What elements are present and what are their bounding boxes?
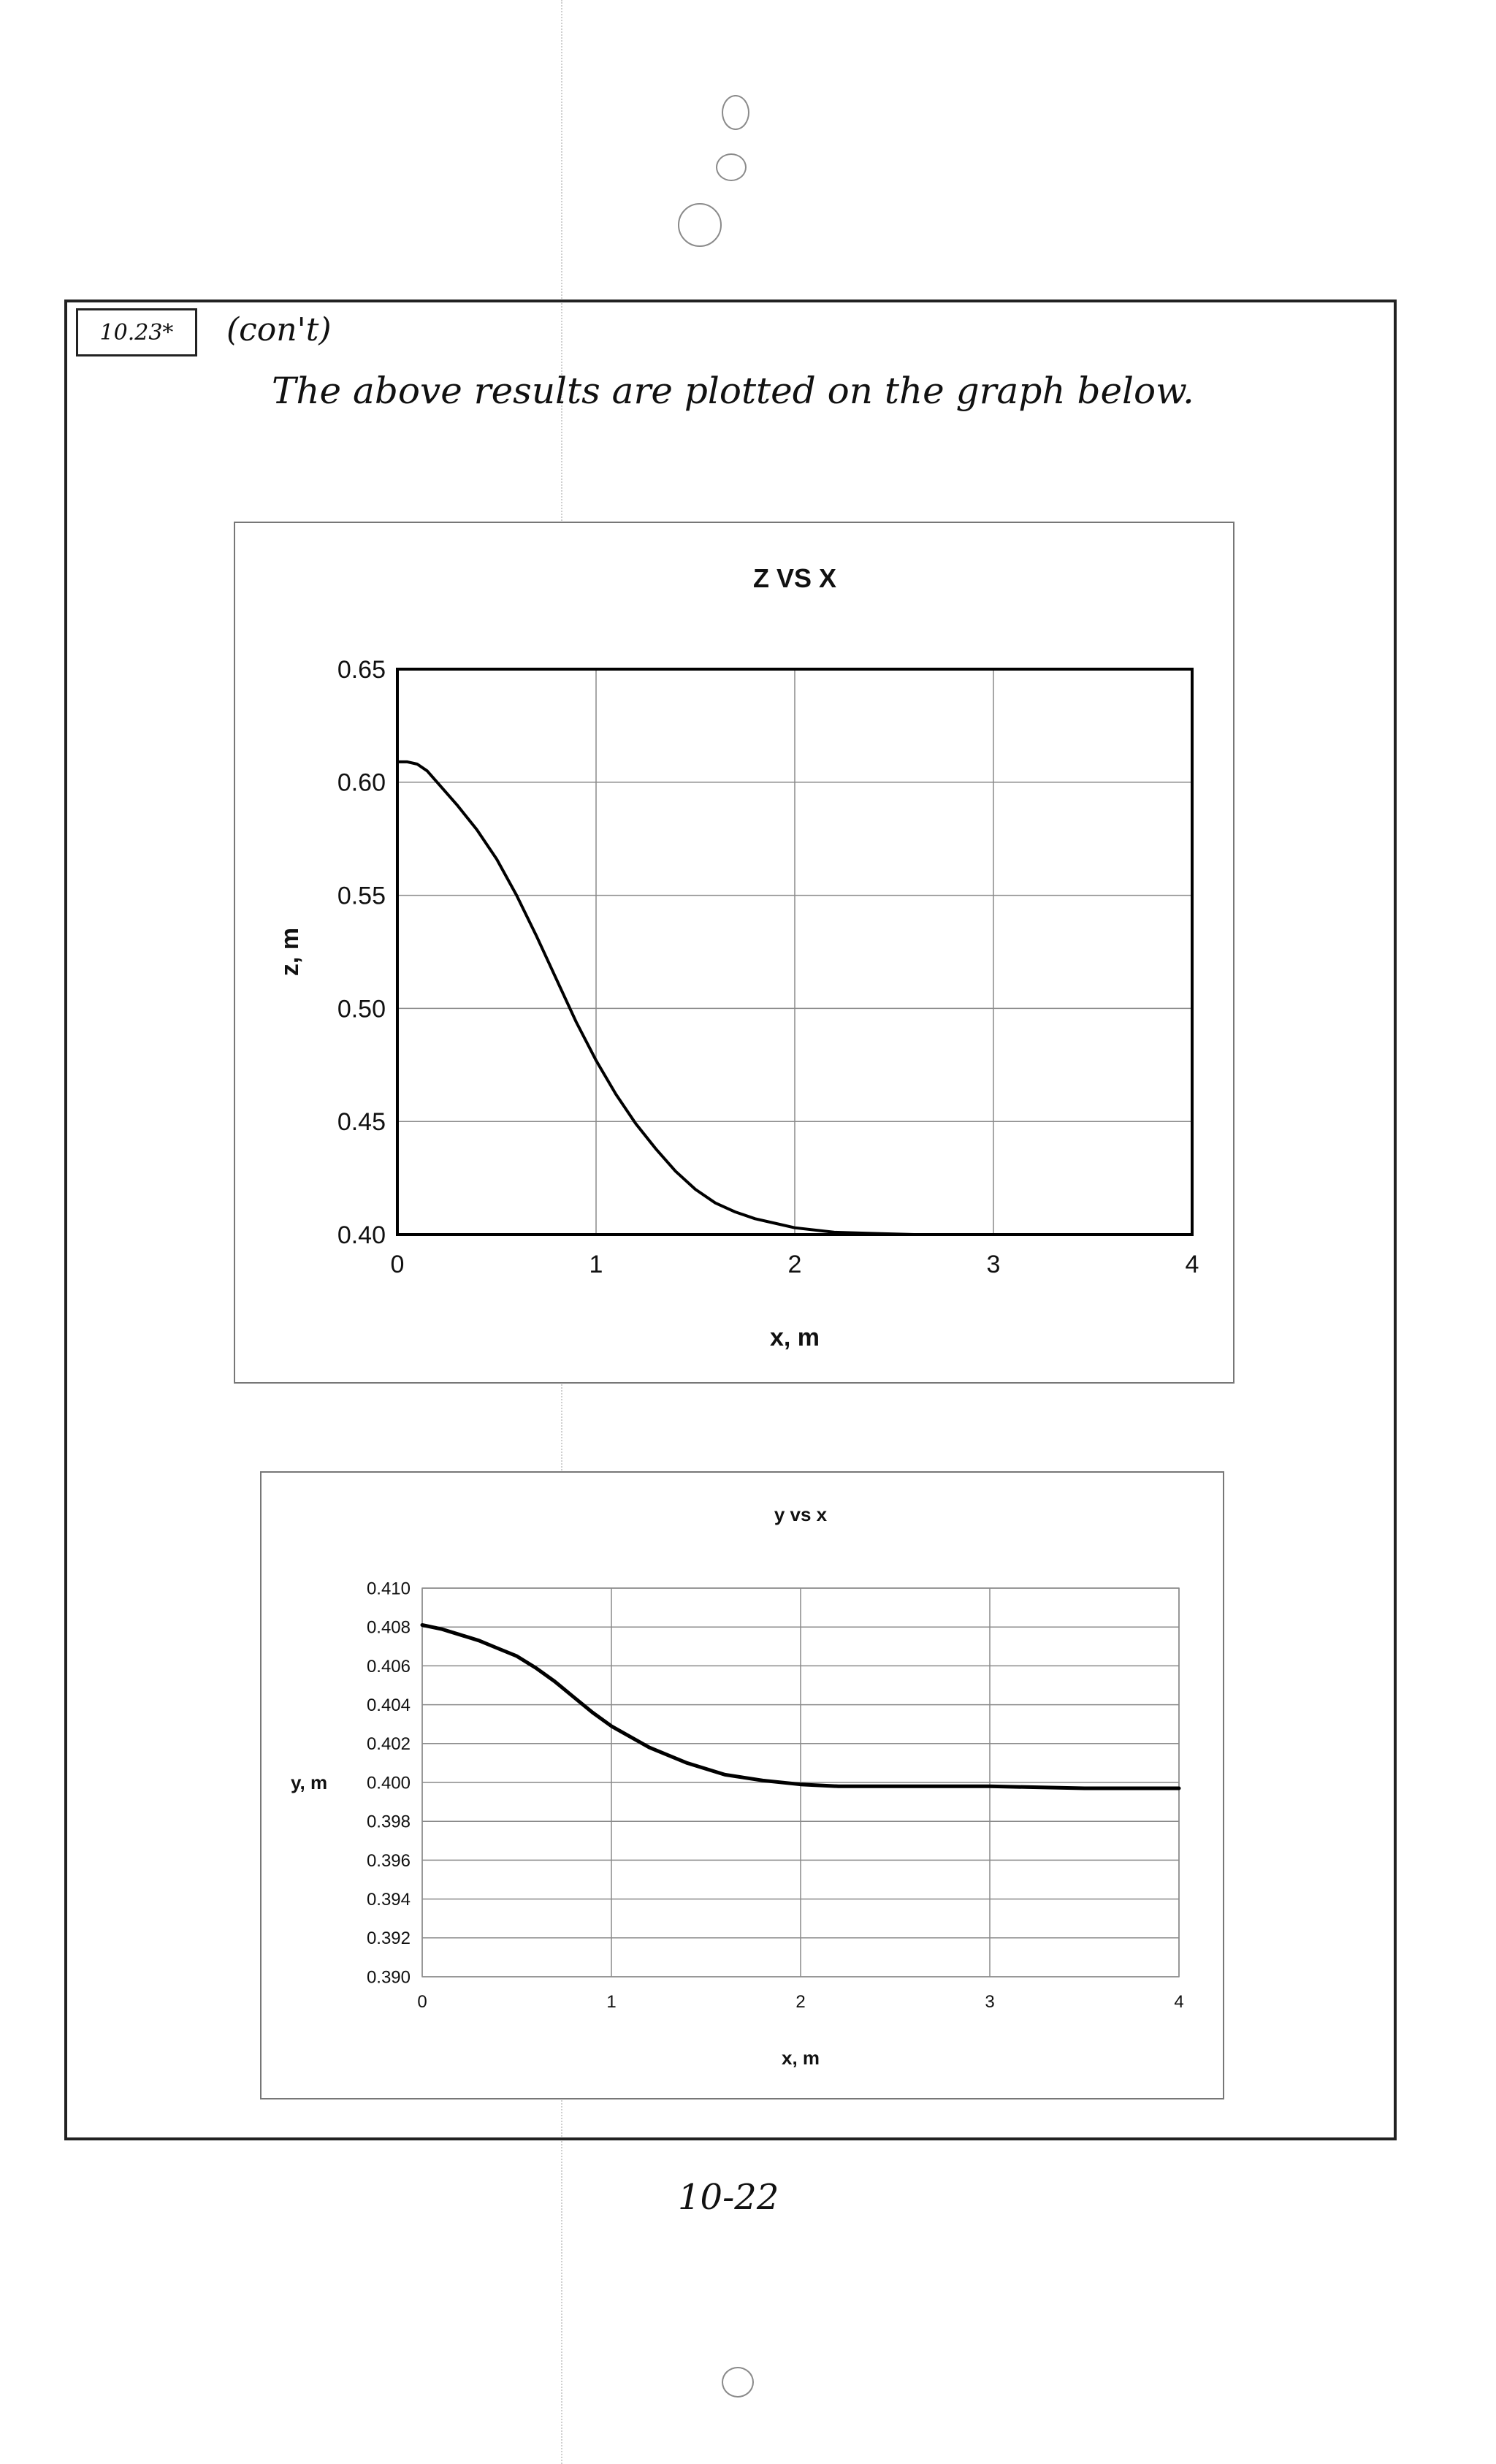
x-axis-label: x, m (769, 1324, 820, 1351)
page-number: 10-22 (678, 2177, 779, 2218)
z-vs-x-chart (234, 522, 1234, 1384)
chart-title: Z VS X (752, 563, 837, 593)
y-vs-x-chart (260, 1471, 1224, 2099)
x-tick-label: 2 (787, 1251, 802, 1278)
y-axis-label: y, m (291, 1771, 328, 1794)
y-tick-label: 0.60 (337, 768, 386, 797)
binder-hole-top-3 (678, 203, 722, 247)
z-vs-x-plot (235, 523, 1233, 1382)
x-tick-label: 0 (417, 1992, 427, 2012)
y-tick-label: 0.400 (366, 1773, 411, 1793)
x-tick-label: 4 (1185, 1251, 1199, 1278)
binder-hole-bottom (722, 2367, 754, 2398)
y-tick-label: 0.408 (366, 1617, 411, 1638)
y-tick-label: 0.404 (366, 1696, 411, 1715)
chart-title: y vs x (774, 1503, 828, 1525)
binder-hole-top-2 (716, 153, 747, 181)
x-tick-label: 0 (390, 1251, 405, 1278)
solution-sheet (64, 300, 1397, 2140)
x-tick-label: 3 (986, 1251, 1001, 1278)
x-tick-label: 1 (589, 1251, 603, 1278)
y-tick-label: 0.406 (366, 1656, 411, 1677)
y-tick-label: 0.55 (337, 882, 386, 910)
y-tick-label: 0.410 (366, 1579, 411, 1599)
y-tick-label: 0.390 (366, 1967, 411, 1988)
problem-number-box (76, 308, 197, 356)
y-tick-label: 0.396 (366, 1850, 411, 1871)
y-tick-label: 0.65 (337, 655, 386, 684)
x-tick-label: 4 (1174, 1992, 1184, 2012)
y-tick-label: 0.398 (366, 1812, 411, 1832)
y-tick-label: 0.394 (366, 1890, 411, 1910)
problem-number: 10.23* (99, 319, 174, 346)
x-tick-label: 1 (606, 1992, 617, 2012)
caption-text: The above results are plotted on the graph below. (272, 370, 1194, 412)
y-tick-label: 0.45 (337, 1108, 386, 1137)
continued-label: (con't) (226, 311, 332, 348)
y-tick-label: 0.392 (366, 1929, 411, 1949)
y-tick-label: 0.50 (337, 995, 386, 1023)
y-vs-x-plot (262, 1473, 1223, 2098)
y-axis-label: z, m (276, 927, 304, 977)
y-tick-label: 0.40 (337, 1221, 386, 1249)
y-tick-label: 0.402 (366, 1734, 411, 1755)
x-tick-label: 2 (795, 1992, 806, 2012)
x-axis-label: x, m (781, 2047, 820, 2069)
x-tick-label: 3 (985, 1992, 995, 2012)
binder-hole-top-1 (722, 95, 749, 130)
